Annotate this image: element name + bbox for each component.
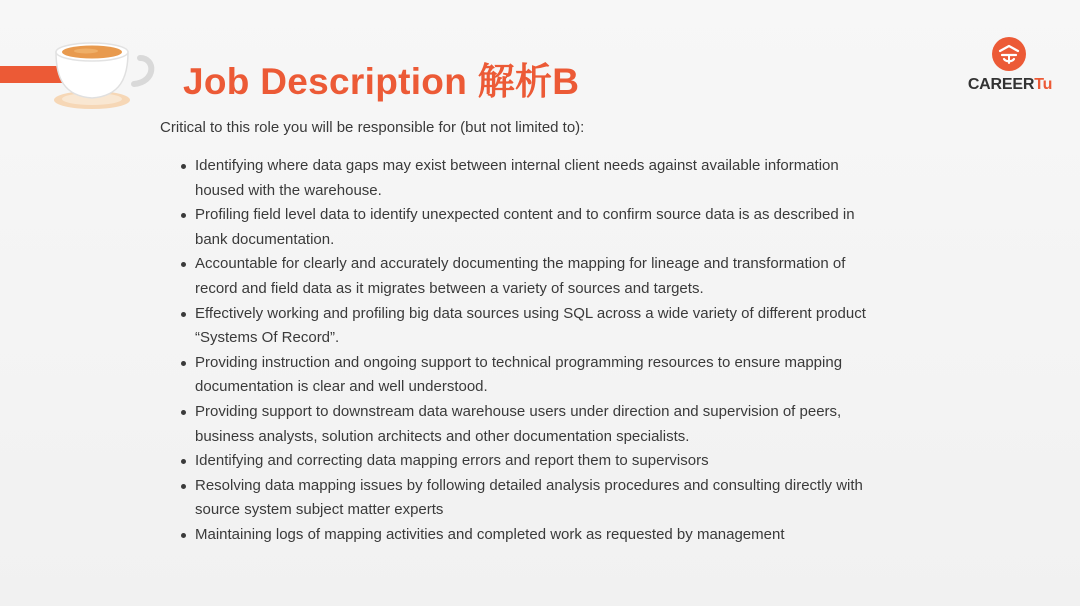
- list-item-line: Identifying where data gaps may exist between internal client needs against available information: [195, 157, 839, 174]
- list-item: [178, 351, 918, 400]
- list-item-line: business analysts, solution architects and other documentation specialists.: [195, 427, 690, 445]
- list-item-line: Maintaining logs of mapping activities and completed work as requested by management: [195, 525, 785, 543]
- list-item-line: Identifying and correcting data mapping errors and report them to supervisors: [195, 452, 709, 470]
- brand-logo: [962, 36, 1058, 98]
- list-item: [178, 302, 918, 351]
- list-item: [178, 474, 918, 523]
- list-item-line: Resolving data mapping issues by following detailed analysis procedures and consulting directly with: [195, 476, 863, 494]
- list-item-line: Effectively working and profiling big data sources using SQL across a wide variety of different product: [195, 304, 866, 322]
- list-item-line: bank documentation.: [195, 230, 335, 248]
- list-item: [178, 523, 918, 548]
- list-item: [178, 449, 918, 474]
- list-item: [178, 252, 918, 301]
- list-item: [178, 154, 918, 203]
- list-item-line: “Systems Of Record”.: [195, 329, 340, 347]
- brand-name: [962, 76, 1058, 94]
- list-item-line: Providing instruction and ongoing support to technical programming resources to ensure mapping: [195, 353, 843, 371]
- list-item: [178, 203, 918, 252]
- list-item-line: Profiling field level data to identify unexpected content and to confirm source data is as described in: [195, 206, 855, 224]
- list-item-line: record and field data as it migrates between a variety of sources and targets.: [195, 279, 704, 297]
- list-item: [178, 400, 918, 449]
- coffee-cup-icon: [48, 36, 158, 120]
- intro-text: Critical to this role you will be responsible for (but not limited to):: [160, 119, 585, 136]
- list-item-line: Accountable for clearly and accurately documenting the mapping for lineage and transformation of: [195, 255, 846, 273]
- brand-name-accent: Tu: [1034, 76, 1053, 93]
- careertu-logo-icon: [991, 36, 1027, 72]
- list-item-line: Providing support to downstream data warehouse users under direction and supervision of peers,: [195, 402, 842, 420]
- list-item-line: source system subject matter experts: [195, 501, 444, 519]
- brand-name-main: CAREER: [967, 76, 1035, 93]
- page-title: Job Description 解析B: [183, 61, 580, 102]
- responsibility-list: [178, 154, 918, 548]
- list-item-line: documentation is clear and well understood.: [195, 378, 488, 396]
- list-item-line: housed with the warehouse.: [195, 181, 382, 199]
